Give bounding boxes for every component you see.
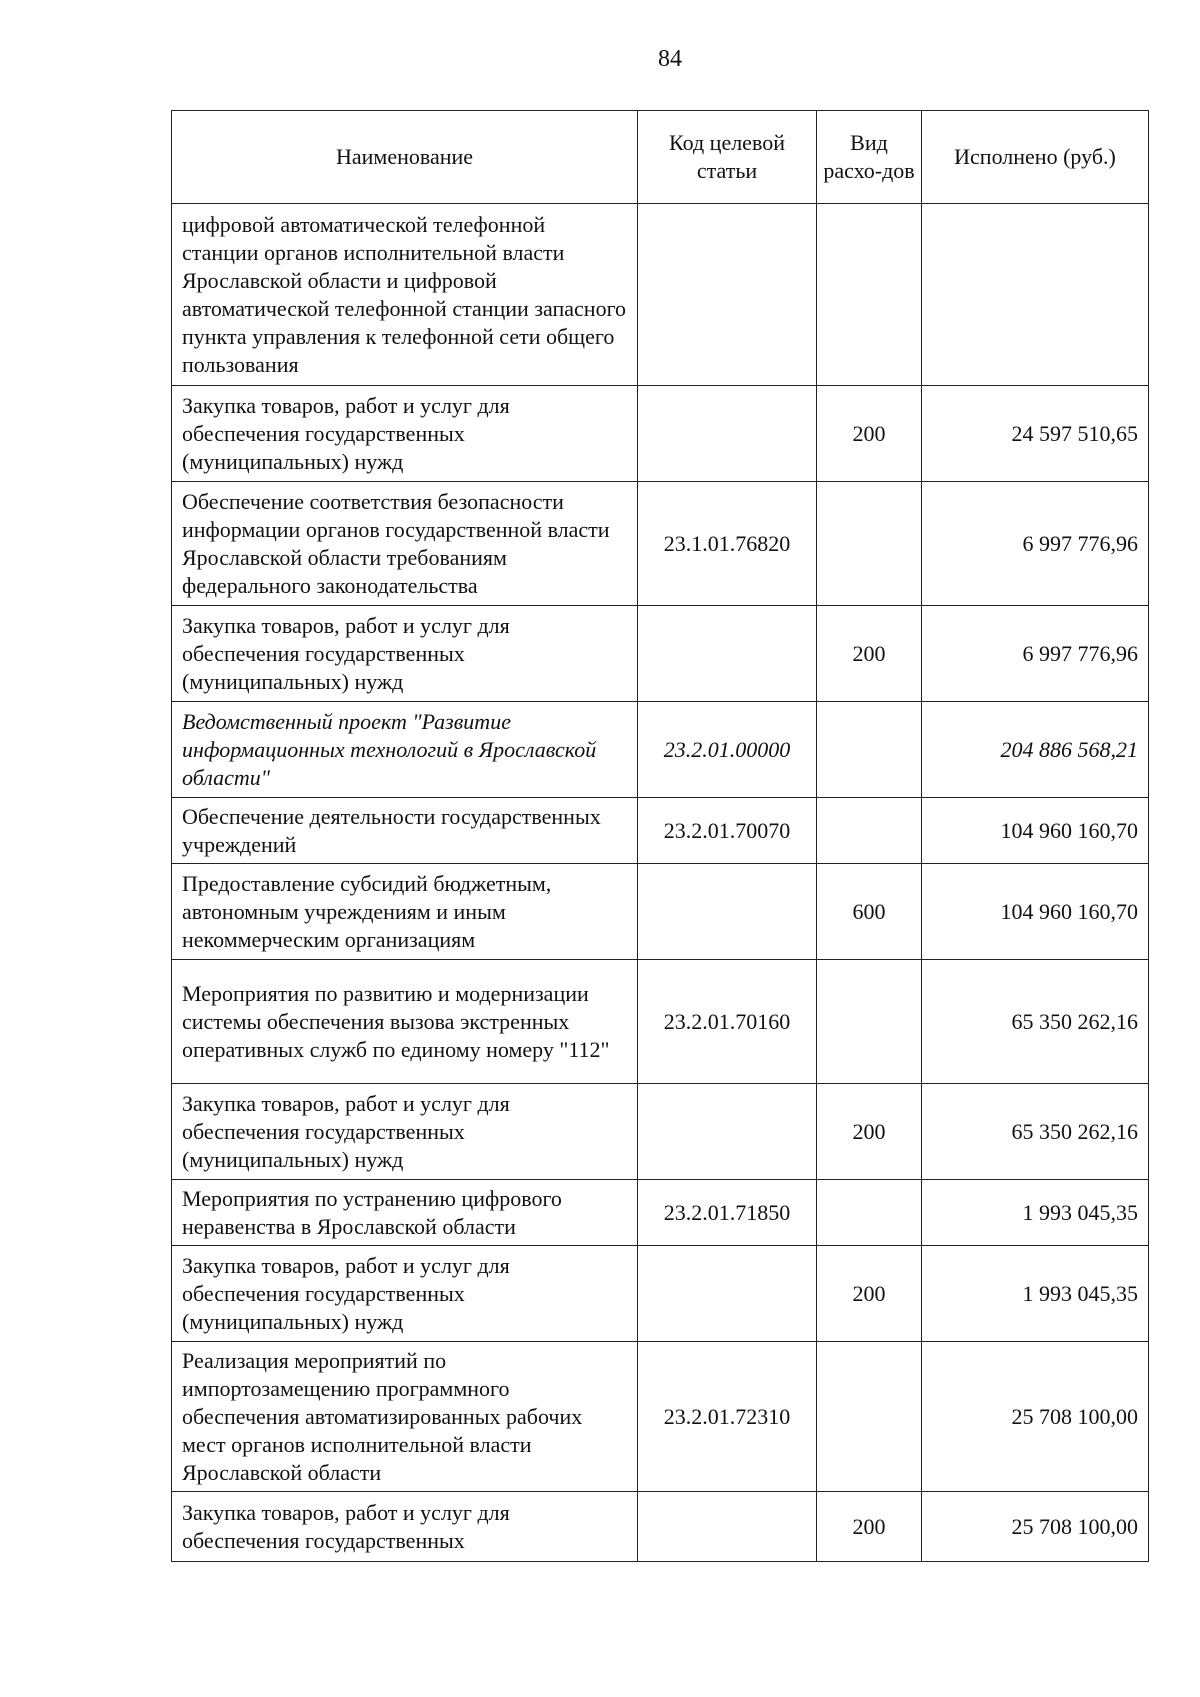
row-name-cell: Мероприятия по устранению цифрового неравенства в Ярославской области: [172, 1180, 638, 1246]
row-code-cell: [638, 1492, 817, 1562]
header-code: Код целевой статьи: [638, 111, 817, 204]
row-amount-cell: 104 960 160,70: [922, 798, 1149, 864]
row-name-cell: Предоставление субсидий бюджетным, автономным учреждениям и иным некоммерческим организациям: [172, 864, 638, 960]
row-type-cell: [817, 1342, 922, 1492]
row-code-cell: [638, 606, 817, 702]
row-type-cell: 200: [817, 1246, 922, 1342]
row-type-cell: 200: [817, 1492, 922, 1562]
table-header-row: [172, 111, 1149, 204]
row-amount-cell: 204 886 568,21: [922, 702, 1149, 798]
table-row: [172, 606, 1149, 702]
row-type-cell: [817, 482, 922, 606]
table-row: [172, 1180, 1149, 1246]
row-code-cell: [638, 1084, 817, 1180]
page-number: 84: [658, 46, 682, 72]
row-amount-cell: 6 997 776,96: [922, 606, 1149, 702]
row-type-cell: [817, 702, 922, 798]
row-name-cell: цифровой автоматической телефонной станции органов исполнительной власти Ярославской области и цифровой автоматической телефонной станции запасного пункта управления к телефонной сети общего пользования: [172, 204, 638, 386]
table-row: [172, 482, 1149, 606]
row-name-cell: Ведомственный проект "Развитие информационных технологий в Ярославской области": [172, 702, 638, 798]
row-name-cell: Обеспечение соответствия безопасности информации органов государственной власти Ярославской области требованиям федерального законодательства: [172, 482, 638, 606]
row-type-cell: [817, 798, 922, 864]
table-row: [172, 864, 1149, 960]
row-type-cell: 200: [817, 1084, 922, 1180]
row-amount-cell: 65 350 262,16: [922, 960, 1149, 1084]
row-name-cell: Закупка товаров, работ и услуг для обеспечения государственных: [172, 1492, 638, 1562]
table-row: [172, 1492, 1149, 1562]
row-name-cell: Обеспечение деятельности государственных учреждений: [172, 798, 638, 864]
row-type-cell: 600: [817, 864, 922, 960]
budget-table: [171, 110, 1149, 1562]
table-row: [172, 960, 1149, 1084]
row-code-cell: 23.2.01.72310: [638, 1342, 817, 1492]
table-row: [172, 1084, 1149, 1180]
table-row: [172, 204, 1149, 386]
table-body: [172, 204, 1149, 1562]
row-amount-cell: 65 350 262,16: [922, 1084, 1149, 1180]
row-amount-cell: 25 708 100,00: [922, 1342, 1149, 1492]
row-name-cell: Закупка товаров, работ и услуг для обеспечения государственных (муниципальных) нужд: [172, 1246, 638, 1342]
row-type-cell: [817, 960, 922, 1084]
row-name-cell: Мероприятия по развитию и модернизации системы обеспечения вызова экстренных оперативных служб по единому номеру "112": [172, 960, 638, 1084]
table-row: [172, 702, 1149, 798]
row-code-cell: 23.2.01.71850: [638, 1180, 817, 1246]
row-code-cell: 23.2.01.70070: [638, 798, 817, 864]
table-row: [172, 1342, 1149, 1492]
row-amount-cell: [922, 204, 1149, 386]
table-row: [172, 1246, 1149, 1342]
row-name-cell: Закупка товаров, работ и услуг для обеспечения государственных (муниципальных) нужд: [172, 386, 638, 482]
table-row: [172, 386, 1149, 482]
row-code-cell: 23.2.01.00000: [638, 702, 817, 798]
row-type-cell: [817, 1180, 922, 1246]
row-amount-cell: 1 993 045,35: [922, 1246, 1149, 1342]
row-code-cell: [638, 204, 817, 386]
row-code-cell: [638, 386, 817, 482]
row-code-cell: 23.2.01.70160: [638, 960, 817, 1084]
row-code-cell: [638, 864, 817, 960]
row-name-cell: Закупка товаров, работ и услуг для обеспечения государственных (муниципальных) нужд: [172, 1084, 638, 1180]
row-amount-cell: 1 993 045,35: [922, 1180, 1149, 1246]
row-code-cell: [638, 1246, 817, 1342]
row-amount-cell: 6 997 776,96: [922, 482, 1149, 606]
row-amount-cell: 25 708 100,00: [922, 1492, 1149, 1562]
row-amount-cell: 24 597 510,65: [922, 386, 1149, 482]
row-name-cell: Закупка товаров, работ и услуг для обеспечения государственных (муниципальных) нужд: [172, 606, 638, 702]
header-amount: Исполнено (руб.): [922, 111, 1149, 204]
header-name: Наименование: [172, 111, 638, 204]
row-type-cell: 200: [817, 606, 922, 702]
header-type: Вид расхо-дов: [817, 111, 922, 204]
row-type-cell: [817, 204, 922, 386]
row-code-cell: 23.1.01.76820: [638, 482, 817, 606]
row-name-cell: Реализация мероприятий по импортозамещению программного обеспечения автоматизированных рабочих мест органов исполнительной власти Ярославской области: [172, 1342, 638, 1492]
row-amount-cell: 104 960 160,70: [922, 864, 1149, 960]
table-row: [172, 798, 1149, 864]
row-type-cell: 200: [817, 386, 922, 482]
